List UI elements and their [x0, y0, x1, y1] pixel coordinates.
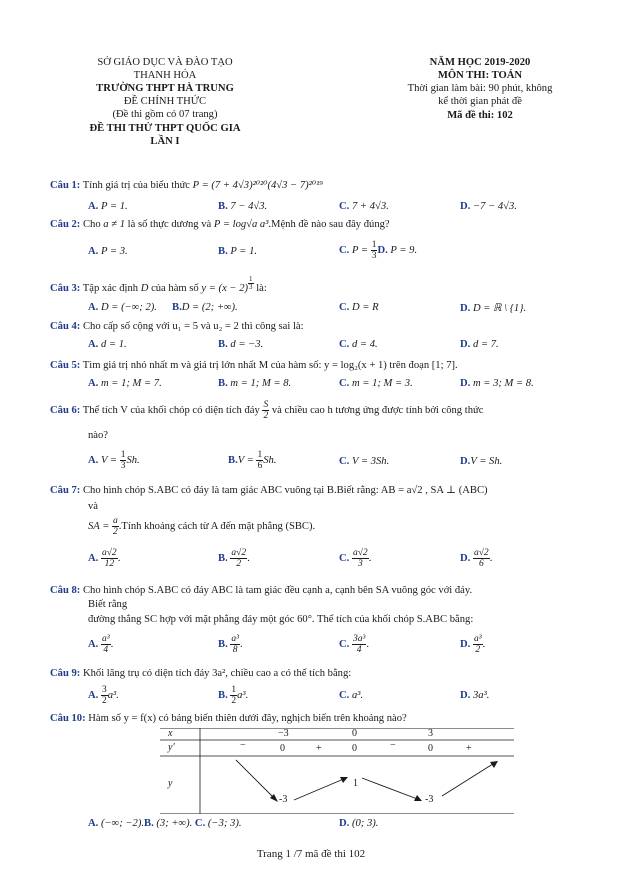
table-y-value: 1	[353, 778, 358, 789]
table-sign: +	[466, 743, 472, 754]
question-text: Tính giá trị của biểu thức	[82, 180, 191, 191]
question-6: Câu 6: Thể tích V của khối chóp có diện tích đáy $\frac{S}{2}$ và chiều cao h tương ứng được tính bởi công thức	[50, 400, 484, 421]
option-b[interactable]: B. P = 1.	[218, 246, 258, 257]
table-x-value: 3	[428, 728, 433, 739]
table-sign: −	[240, 740, 246, 751]
option-d[interactable]: D. m = 3; M = 8.	[460, 378, 534, 389]
header-round: LẦN I	[150, 136, 180, 147]
q10-options	[88, 818, 242, 829]
header-time2: kể thời gian phát đề	[438, 96, 522, 107]
option-a[interactable]: A. m = 1; M = 7.	[88, 378, 162, 389]
option-c[interactable]: C. $\frac{a√2}{3}$ .	[339, 548, 372, 569]
option-c[interactable]: C. D = R	[339, 302, 379, 313]
option-b[interactable]: B. 7 − 4√3.	[218, 201, 268, 212]
option-d[interactable]: D. $\frac{a√2}{6}$ .	[460, 548, 493, 569]
table-sign: −	[390, 740, 396, 751]
table-sign: 0	[352, 743, 357, 754]
question-5: Câu 5: Tìm giá trị nhỏ nhất m và giá trị lớn nhất M của hàm số: y = log₂(x + 1) trên đoạn [1; 7].	[50, 360, 458, 371]
option-c[interactable]: C. $\frac{\text{3a³}}{4}$ .	[339, 634, 369, 655]
header-official: ĐỀ CHÍNH THỨC	[123, 96, 207, 107]
table-row-x-label: x	[168, 728, 173, 739]
header-subject: MÔN THI: TOÁN	[437, 70, 523, 81]
question-7-cont: và	[88, 501, 98, 512]
question-8: Câu 8: Cho hình chóp S.ABC có đáy ABC là tam giác đều cạnh a, cạnh bên SA vuông góc với đáy.	[50, 585, 473, 596]
header-dept: SỞ GIÁO DỤC VÀ ĐÀO TẠO	[97, 57, 233, 68]
option-c[interactable]: C. (−3; 3).	[194, 818, 242, 829]
question-label: Câu 1:	[50, 180, 81, 191]
table-sign: 0	[428, 743, 433, 754]
table-row-yp-label: y'	[168, 742, 175, 753]
header-time: Thời gian làm bài: 90 phút, không	[407, 83, 553, 94]
option-d[interactable]: D. −7 − 4√3.	[460, 201, 517, 212]
option-d[interactable]: D. (0; 3).	[339, 818, 379, 829]
option-c[interactable]: C. a³.	[339, 690, 364, 701]
option-a[interactable]: A. $\frac{a√2}{12}$ .	[88, 548, 121, 569]
option-a[interactable]: A. $\frac{\text{a³}}{4}$ .	[88, 634, 114, 655]
option-b[interactable]: B. $\frac{1}{2}$ a³.	[218, 685, 249, 706]
option-c[interactable]: C. d = 4.	[339, 339, 378, 350]
option-c[interactable]: C. P = $\frac{1}{3}$ D. P = 9.	[339, 240, 418, 261]
option-d[interactable]: D. D = ℝ \ {1}.	[460, 303, 527, 314]
page-footer: Trang 1 /7 mã đề thi 102	[256, 848, 366, 860]
table-sign: +	[316, 743, 322, 754]
option-c[interactable]: C. V = 3Sh.	[339, 456, 390, 467]
table-x-value: −3	[278, 728, 289, 739]
option-b[interactable]: B. $\frac{\text{a³}}{8}$ .	[218, 634, 243, 655]
option-a[interactable]: A. P = 3.	[88, 246, 128, 257]
table-y-value: -3	[279, 794, 288, 805]
header-province: THANH HÓA	[133, 70, 197, 81]
header-code: Mã đề thi: 102	[447, 110, 513, 121]
option-b[interactable]: B. $\frac{a√2}{2}$ .	[218, 548, 250, 569]
question-2: Câu 2: Cho a ≠ 1 là số thực dương và P = log√a a³.Mệnh đề nào sau đây đúng?	[50, 219, 390, 230]
question-8-cont: Biết rằng	[88, 599, 128, 610]
question-3: Câu 3: Tập xác định D của hàm số y = (x − 2) $\frac{1}{3}$ là:	[50, 275, 267, 294]
option-b[interactable]: B.V = $\frac{1}{6}$ Sh.	[228, 450, 277, 471]
option-a[interactable]: A. D = (−∞; 2).	[88, 302, 157, 313]
table-x-value: 0	[352, 728, 357, 739]
question-expr: P = (7 + 4√3)²⁰²⁰(4√3 − 7)²⁰¹⁹	[192, 180, 323, 191]
question-7: Câu 7: Cho hình chóp S.ABC có đáy là tam giác ABC vuông tại B.Biết rằng: AB = a√2 , SA ⊥ (ABC)	[50, 485, 488, 496]
option-a[interactable]: A. $\frac{3}{2}$ a³.	[88, 685, 119, 706]
table-row-y-label: y	[168, 778, 173, 789]
question-10: Câu 10: Hàm số y = f(x) có bảng biến thiên dưới đây, nghịch biến trên khoảng nào?	[50, 713, 407, 724]
option-a[interactable]: A. P = 1.	[88, 201, 128, 212]
question-8-cont2: đường thẳng SC hợp với mặt phẳng đáy một góc 60°. Thể tích của khối chóp S.ABC bằng:	[88, 614, 474, 625]
question-1	[50, 179, 323, 191]
header-pages: (Đề thi gồm có 07 trang)	[112, 109, 218, 120]
option-b[interactable]: B.D = (2; +∞).	[172, 302, 238, 313]
option-d[interactable]: D. 3a³.	[460, 690, 490, 701]
question-4: Câu 4: Cho cấp số cộng với u₁ = 5 và u₂ = 2 thì công sai là:	[50, 321, 304, 332]
header-year: NĂM HỌC 2019-2020	[429, 57, 531, 68]
option-b[interactable]: B. d = −3.	[218, 339, 264, 350]
option-b[interactable]: B. (3; +∞).	[144, 818, 193, 829]
option-a[interactable]: A. V = $\frac{1}{3}$ Sh.	[88, 450, 140, 471]
variation-table	[160, 728, 514, 814]
option-a[interactable]: A. d = 1.	[88, 339, 127, 350]
option-d[interactable]: D. d = 7.	[460, 339, 499, 350]
header-school: TRƯỜNG THPT HÀ TRUNG	[96, 83, 234, 94]
table-y-value: -3	[425, 794, 434, 805]
question-6-cont: nào?	[88, 430, 108, 441]
question-9: Câu 9: Khối lăng trụ có diện tích đáy 3a², chiều cao a có thể tích bằng:	[50, 668, 352, 679]
option-d[interactable]: D.V = Sh.	[460, 456, 503, 467]
option-a[interactable]: A. (−∞; −2).	[88, 818, 144, 829]
option-d[interactable]: D. $\frac{\text{a³}}{2}$ .	[460, 634, 486, 655]
option-c[interactable]: C. 7 + 4√3.	[339, 201, 389, 212]
question-7-cont2: SA = $\frac{a}{2}$ .Tính khoảng cách từ A đến mặt phẳng (SBC).	[88, 516, 316, 537]
table-sign: 0	[280, 743, 285, 754]
header-exam-title: ĐỀ THI THỬ THPT QUỐC GIA	[89, 123, 241, 134]
variation-table-grid	[160, 728, 514, 814]
option-c[interactable]: C. m = 1; M = 3.	[339, 378, 413, 389]
option-b[interactable]: B. m = 1; M = 8.	[218, 378, 292, 389]
